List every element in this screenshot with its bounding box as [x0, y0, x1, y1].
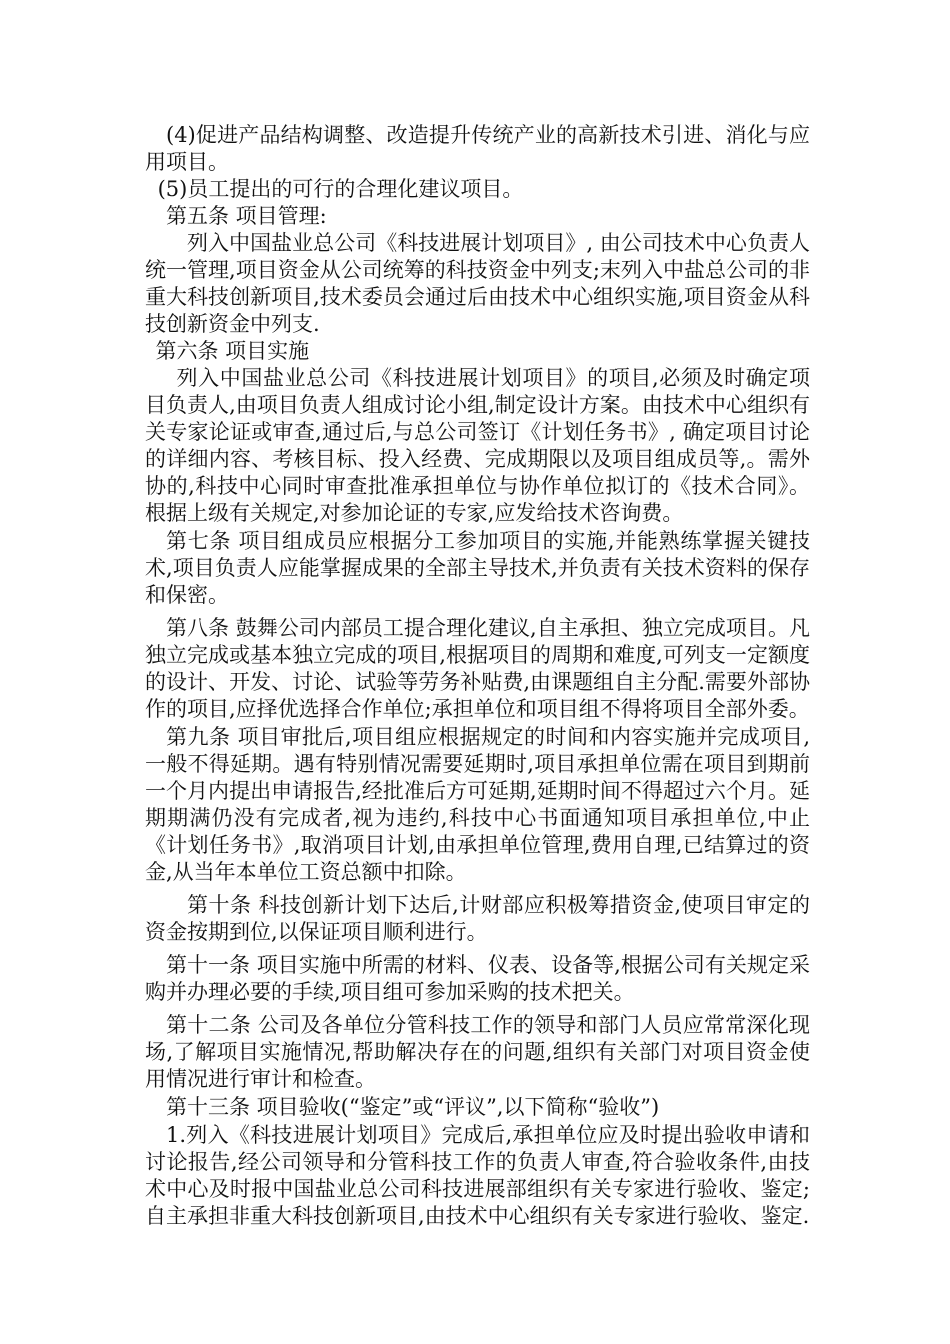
paragraph: 1.列入《科技进展计划项目》完成后,承担单位应及时提出验收申请和讨论报告,经公司领导和分管科技工作的负责人审查,符合验收条件,由技术中心及时报中国盐业总公司科技进展部组织有关专家进行验收、鉴定;自主承担非重大科技创新项目,由技术中心组织有关专家进行验收、鉴定.: [145, 1123, 810, 1228]
paragraph: 第十三条 项目验收(“鉴定”或“评议”,以下简称“验收”): [166, 1095, 660, 1119]
paragraph: 第十条 科技创新计划下达后,计财部应积极筹措资金,使项目审定的资金按期到位,以保证项目顺利进行。: [145, 893, 810, 944]
paragraph: 第十二条 公司及各单位分管科技工作的领导和部门人员应常常深化现场,了解项目实施情况,帮助解决存在的问题,组织有关部门对项目资金使用情况进行审计和检查。: [145, 1013, 810, 1091]
paragraph: 第五条 项目管理:: [166, 204, 327, 228]
paragraph: 第十一条 项目实施中所需的材料、仪表、设备等,根据公司有关规定采购并办理必要的手续,项目组可参加采购的技术把关。: [145, 953, 810, 1004]
paragraph: 列入中国盐业总公司《科技进展计划项目》的项目,必须及时确定项目负责人,由项目负责人组成讨论小组,制定设计方案。由技术中心组织有关专家论证或审查,通过后,与总公司签订《计划任务书》, 确定项目讨论的详细内容、考核目标、投入经费、完成期限以及项目组成员等,。需外协的,科技中心同时审查批准承担单位与协作单位拟订的《技术合同》。根据上级有关规定,对参加论证的专家,应发给技术咨询费。: [145, 366, 810, 525]
document-body: [145, 122, 810, 1230]
paragraph: (5)员工提出的可行的合理化建议项目。: [157, 177, 524, 201]
paragraph: 第八条 鼓舞公司内部员工提合理化建议,自主承担、独立完成项目。凡独立完成或基本独立完成的项目,根据项目的周期和难度,可列支一定额度的设计、开发、讨论、试验等劳务补贴费,由课题组自主分配.需要外部协作的项目,应择优选择合作单位;承担单位和项目组不得将项目全部外委。: [145, 616, 810, 721]
paragraph: 第九条 项目审批后,项目组应根据规定的时间和内容实施并完成项目,一般不得延期。遇有特别情况需要延期时,项目承担单位需在项目到期前一个月内提出申请报告,经批准后方可延期,延期时间不得超过六个月。延期期满仍没有完成者,视为违约,科技中心书面通知项目承担单位,中止《计划任务书》,取消项目计划,由承担单位管理,费用自理,已结算过的资金,从当年本单位工资总额中扣除。: [145, 725, 810, 884]
paragraph: 第六条 项目实施: [155, 339, 310, 363]
paragraph: 列入中国盐业总公司《科技进展计划项目》, 由公司技术中心负责人统一管理,项目资金从公司统筹的科技资金中列支;末列入中盐总公司的非重大科技创新项目,技术委员会通过后由技术中心组织实施,项目资金从科技创新资金中列支.: [145, 231, 810, 336]
paragraph: (4)促进产品结构调整、改造提升传统产业的高新技术引进、消化与应用项目。: [145, 123, 810, 174]
paragraph: 第七条 项目组成员应根据分工参加项目的实施,并能熟练掌握关键技术,项目负责人应能掌握成果的全部主导技术,并负责有关技术资料的保存和保密。: [145, 529, 810, 607]
